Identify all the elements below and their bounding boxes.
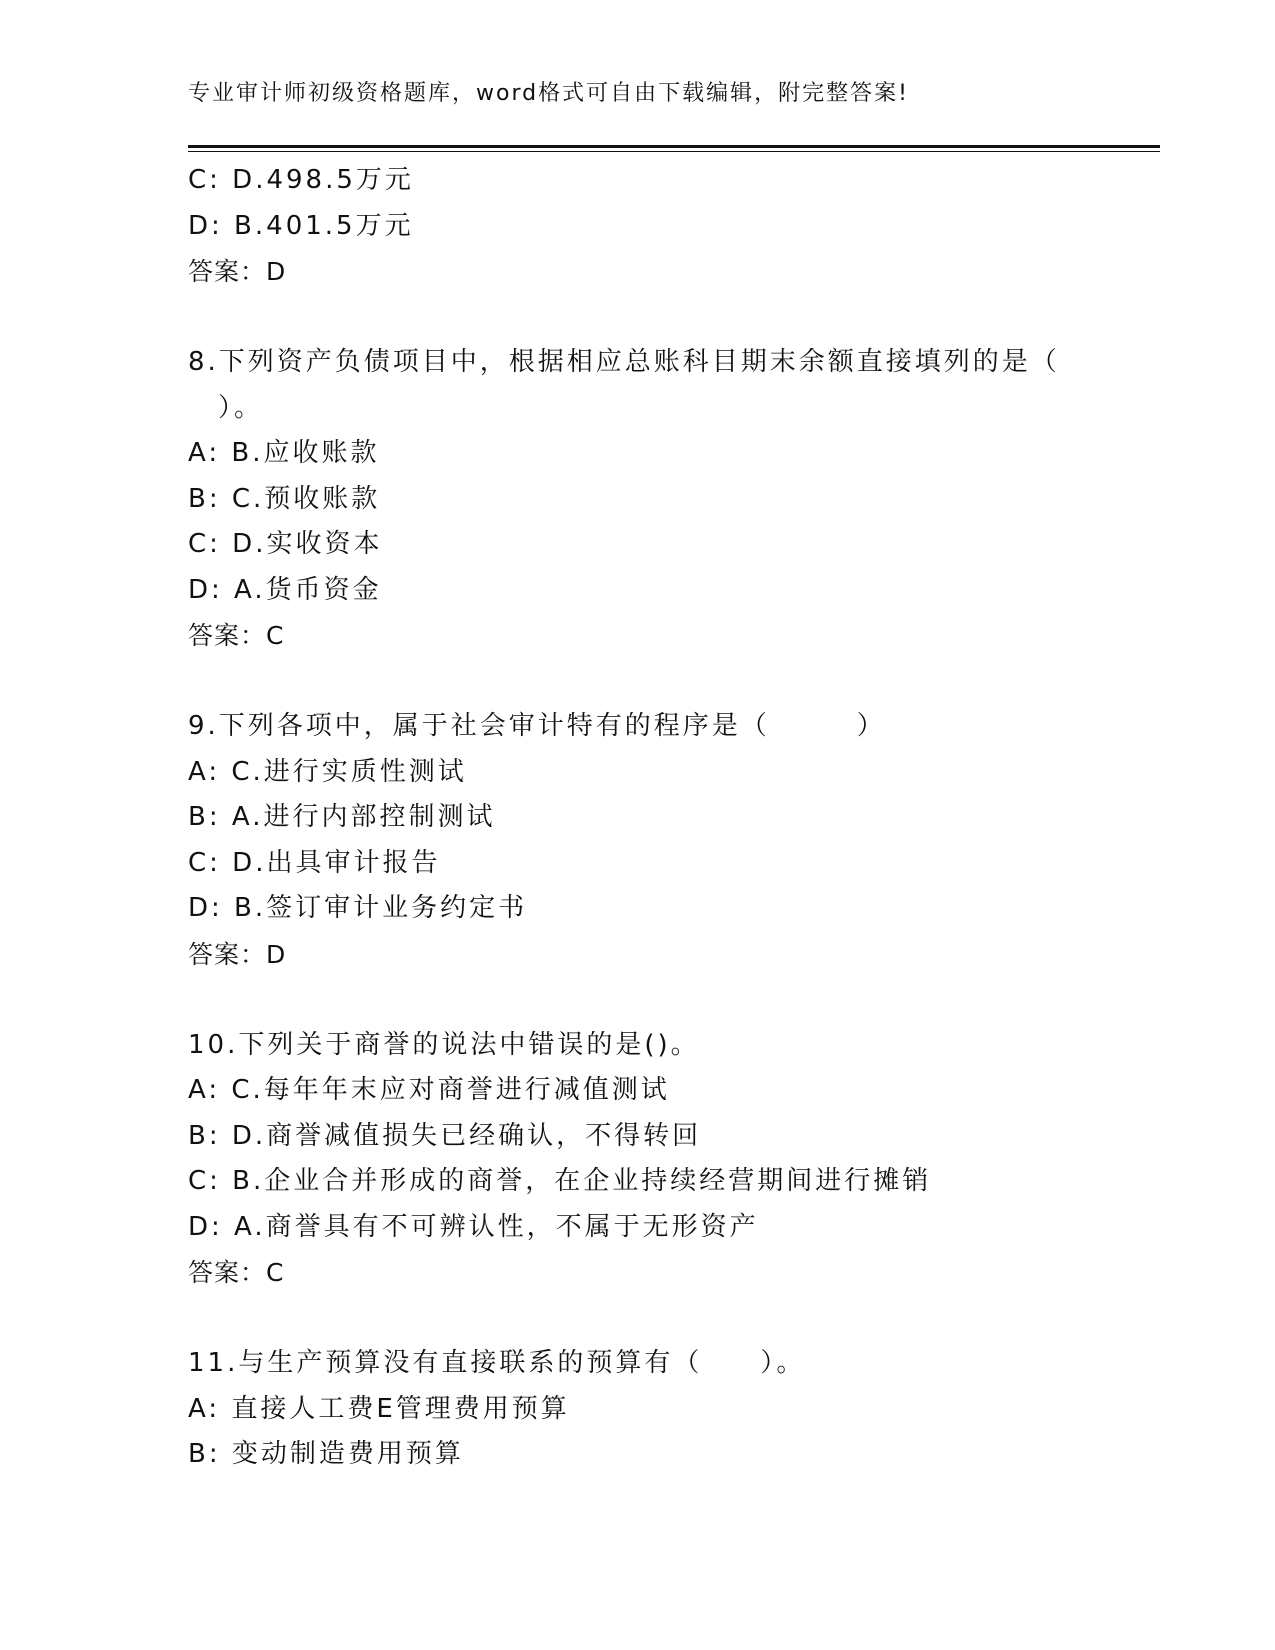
text-line: C: D.出具审计报告 — [188, 847, 441, 878]
text-line: B: C.预收账款 — [188, 483, 381, 514]
text-line: C: D.498.5万元 — [188, 165, 414, 195]
text-line: D: A.货币资金 — [188, 574, 382, 605]
block-gap — [188, 1296, 1160, 1342]
question-block — [188, 340, 1160, 659]
block-gap — [188, 295, 1160, 341]
question-stem: 8.下列资产负债项目中，根据相应总账科目期末余额直接填列的是（ — [188, 347, 1060, 377]
question-block — [188, 158, 1160, 295]
question-stem: 9.下列各项中，属于社会审计特有的程序是（ ） — [188, 711, 886, 741]
text-line: D: B.401.5万元 — [188, 210, 414, 241]
text-line: B: 变动制造费用预算 — [188, 1439, 464, 1469]
question-block — [188, 1341, 1160, 1478]
text-line: C: B.企业合并形成的商誉，在企业持续经营期间进行摊销 — [188, 1166, 932, 1196]
answer-line: 答案：C — [188, 1258, 285, 1287]
answer-line: 答案：D — [188, 257, 287, 286]
answer-line: 答案：C — [188, 621, 285, 650]
page-header: 专业审计师初级资格题库，word格式可自由下载编辑，附完整答案! — [188, 81, 909, 106]
header-rule-thick — [188, 145, 1160, 148]
text-line: D: B.签订审计业务约定书 — [188, 893, 528, 923]
block-gap — [188, 659, 1160, 705]
question-content — [188, 158, 1160, 1478]
header-rule-thin — [188, 151, 1160, 152]
text-line: C: D.实收资本 — [188, 529, 383, 559]
question-stem: 10.下列关于商誉的说法中错误的是()。 — [188, 1029, 700, 1060]
block-gap — [188, 977, 1160, 1023]
text-line: A: B.应收账款 — [188, 438, 380, 468]
text-line: B: D.商誉减值损失已经确认，不得转回 — [188, 1120, 702, 1151]
text-line: B: A.进行内部控制测试 — [188, 802, 496, 832]
answer-line: 答案：D — [188, 939, 287, 969]
question-block — [188, 704, 1160, 977]
text-line: A: C.进行实质性测试 — [188, 756, 467, 787]
question-block — [188, 1023, 1160, 1296]
text-line: ）。 — [218, 392, 264, 423]
text-line: A: C.每年年末应对商誉进行减值测试 — [188, 1075, 670, 1105]
question-stem: 11.与生产预算没有直接联系的预算有（ ）。 — [188, 1348, 806, 1378]
text-line: A: 直接人工费E管理费用预算 — [188, 1393, 570, 1424]
text-line: D: A.商誉具有不可辨认性，不属于无形资产 — [188, 1211, 759, 1242]
